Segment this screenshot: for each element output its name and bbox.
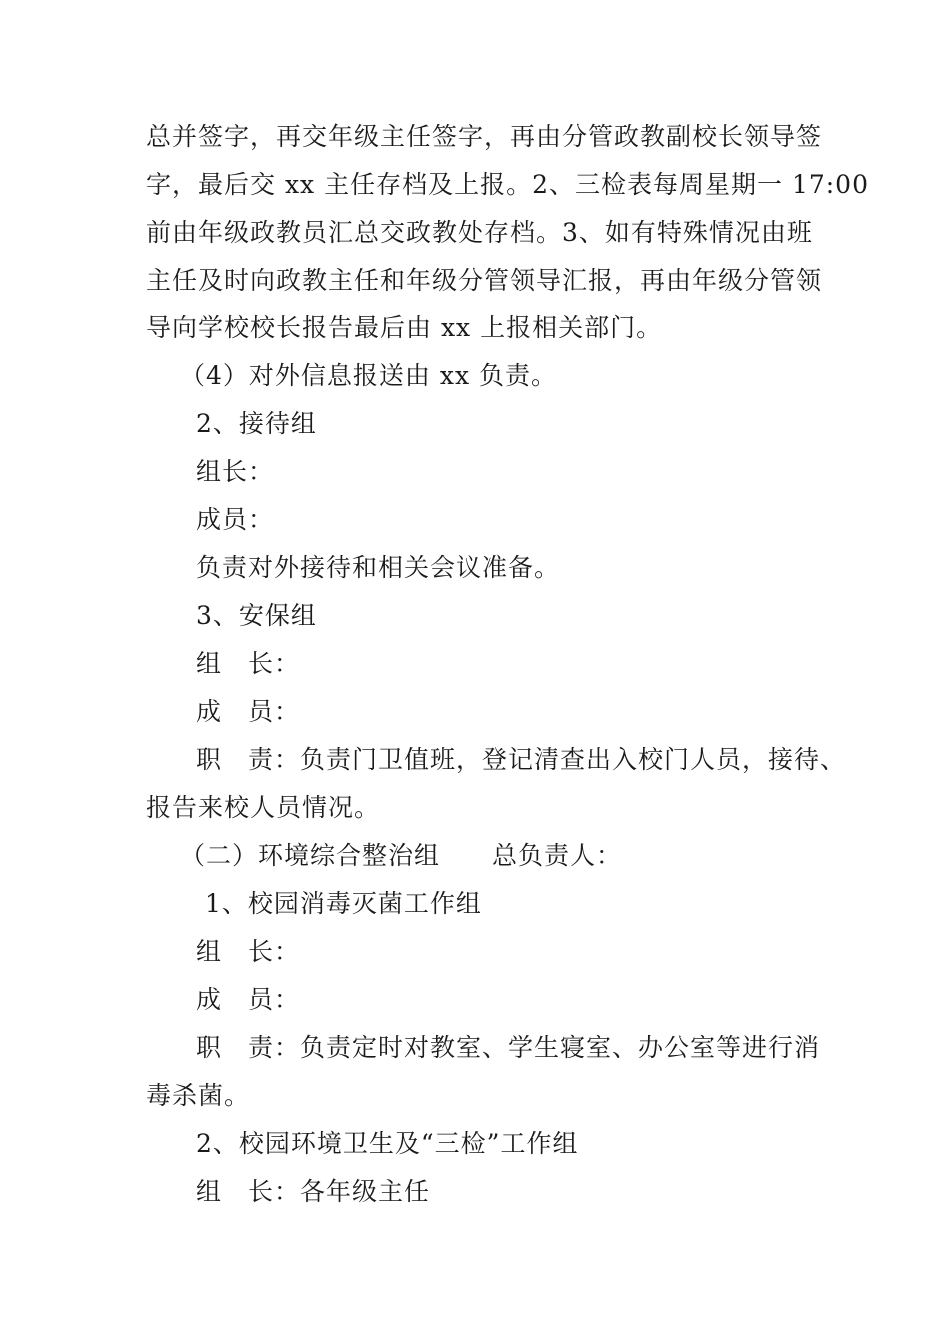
role-line: 组 长：	[196, 937, 301, 966]
duty-line: 职 责：负责定时对教室、学生寝室、办公室等进行消	[196, 1033, 821, 1062]
section-heading: 3、安保组	[196, 601, 317, 630]
duty-line: 负责对外接待和相关会议准备。	[196, 553, 561, 582]
paragraph-line: 主任及时向政教主任和年级分管领导汇报，再由年级分管领	[146, 266, 823, 295]
paragraph-line: 导向学校校长报告最后由 xx 上报相关部门。	[146, 313, 663, 342]
section-heading: 2、接待组	[196, 409, 317, 438]
role-line: 成员：	[196, 505, 275, 534]
section-item: （4）对外信息报送由 xx 负责。	[180, 361, 557, 390]
duty-line: 毒杀菌。	[146, 1081, 251, 1110]
role-line: 组 长：	[196, 649, 301, 678]
paragraph-line: 字，最后交 xx 主任存档及上报。2、三检表每周星期一 17:00	[146, 170, 869, 199]
section-heading: 2、校园环境卫生及“三检”工作组	[196, 1129, 579, 1158]
role-line: 组 长：各年级主任	[196, 1177, 431, 1206]
role-line: 组长：	[196, 457, 275, 486]
section-heading: 1、校园消毒灭菌工作组	[196, 889, 482, 918]
section-heading: （二）环境综合整治组 总负责人：	[180, 841, 623, 870]
paragraph-line: 前由年级政教员汇总交政教处存档。3、如有特殊情况由班	[146, 218, 813, 247]
duty-line: 报告来校人员情况。	[146, 793, 381, 822]
role-line: 成 员：	[196, 985, 301, 1014]
duty-line: 职 责：负责门卫值班，登记清查出入校门人员，接待、	[196, 745, 847, 774]
paragraph-line: 总并签字，再交年级主任签字，再由分管政教副校长领导签	[146, 122, 823, 151]
role-line: 成 员：	[196, 697, 301, 726]
